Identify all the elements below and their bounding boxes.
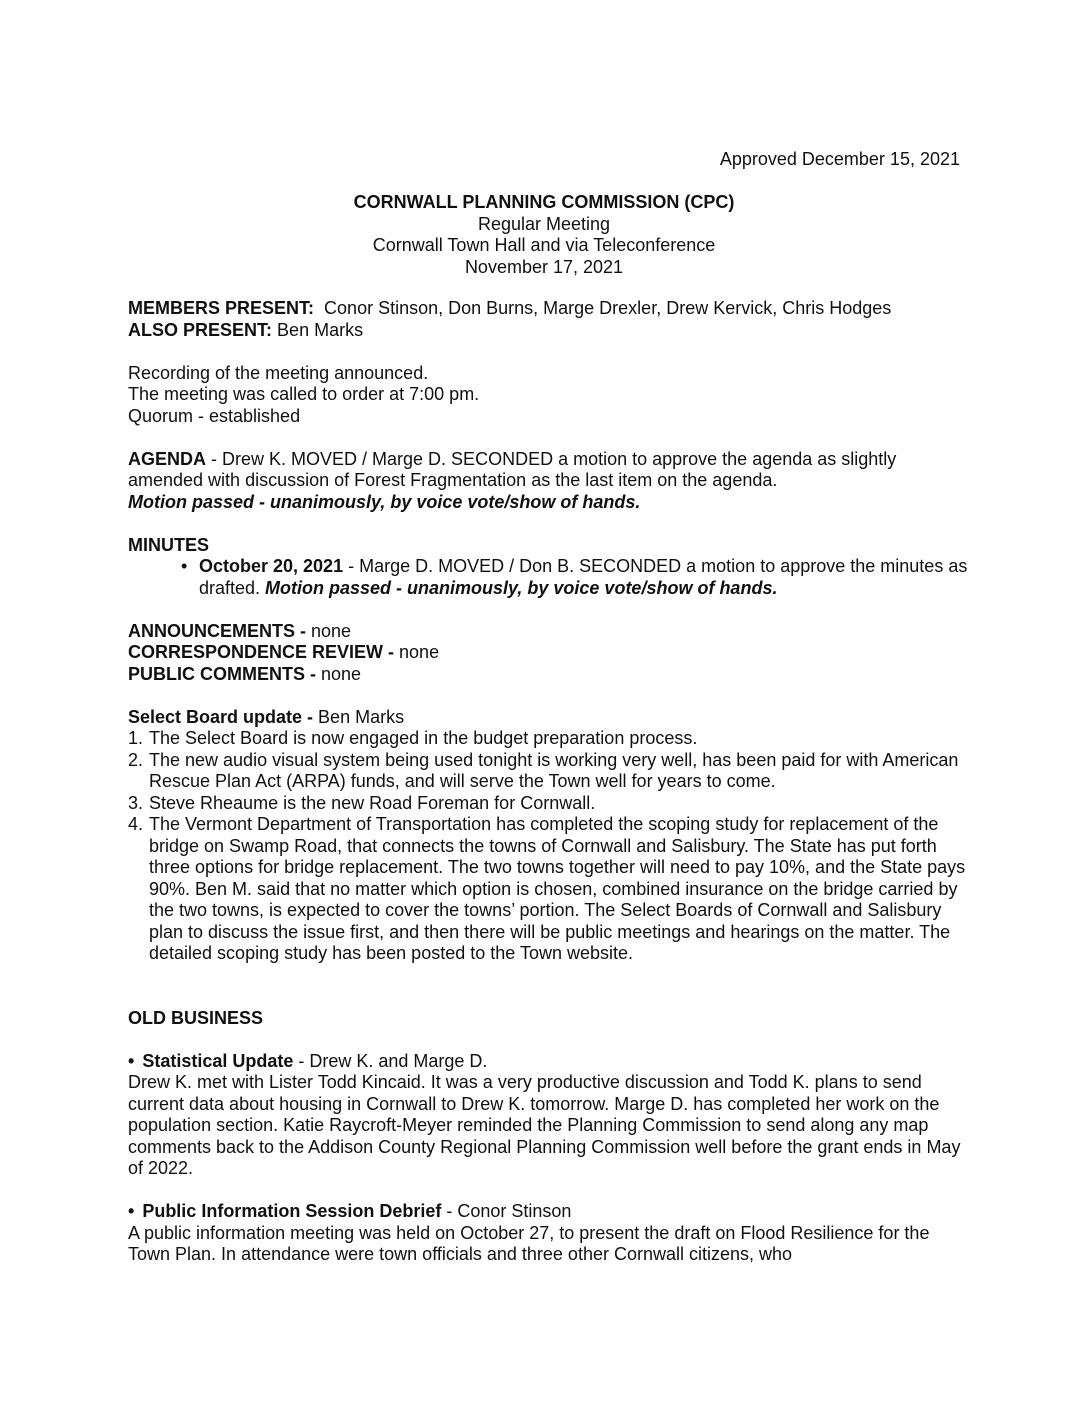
document-header bbox=[0, 192, 1088, 278]
select-board-speaker: Ben Marks bbox=[318, 706, 405, 727]
statistical-update-text: Drew K. met with Lister Todd Kincaid. It was a very productive discussion and Todd K. plans to send current data about housing in Cornwall to Drew K. tomorrow. Marge D. has completed her work on the population section. Katie Raycroft-Meyer reminded the Planning Commission to send along any map comments back to the Addison County Regional Planning Commission well before the grant ends in May of 2022. bbox=[128, 1072, 961, 1178]
reports-section bbox=[128, 621, 968, 686]
bullet-marker: • bbox=[128, 1201, 135, 1221]
public-comments-value: none bbox=[321, 663, 362, 684]
public-info-session-title: Public Information Session Debrief bbox=[142, 1201, 442, 1221]
minutes-section bbox=[128, 535, 968, 600]
members-present bbox=[128, 298, 968, 320]
correspondence bbox=[128, 642, 968, 664]
meeting-type: Regular Meeting bbox=[477, 213, 611, 234]
minutes-label: MINUTES bbox=[128, 534, 209, 555]
opening-line: Quorum - established bbox=[128, 405, 301, 426]
item-number: 4. bbox=[128, 814, 144, 834]
members-present-value: Conor Stinson, Don Burns, Marge Drexler, Drew Kervick, Chris Hodges bbox=[324, 298, 892, 318]
opening-notes bbox=[128, 363, 968, 428]
minutes-item-date: October 20, 2021 bbox=[199, 556, 344, 576]
document-title: CORNWALL PLANNING COMMISSION (CPC) bbox=[353, 192, 735, 212]
statistical-update-heading bbox=[128, 1051, 968, 1073]
agenda-text: - Drew K. MOVED / Marge D. SECONDED a motion to approve the agenda as slightly amended with discussion of Forest Fragmentation as the last item on the agenda. bbox=[128, 448, 897, 490]
old-business-label: OLD BUSINESS bbox=[128, 1007, 264, 1028]
minutes-item-result: Motion passed - unanimously, by voice vote/show of hands. bbox=[265, 577, 778, 598]
also-present-label: ALSO PRESENT: bbox=[128, 319, 273, 340]
agenda-label: AGENDA bbox=[128, 448, 207, 469]
item-text: The Vermont Department of Transportation has completed the scoping study for replacement of the bridge on Swamp Road, that connects the towns of Cornwall and Salisbury. The State has put forth three options for bridge replacement. The two towns together will need to pay 10%, and the State pays 90%. Ben M. said that no matter which option is chosen, combined insurance on the bridge carried by the two towns, is expected to cover the towns’ portion. The Select Boards of Cornwall and Salisbury plan to discuss the issue first, and then there will be public meetings and hearings on the matter. The detailed scoping study has been posted to the Town website. bbox=[149, 814, 966, 963]
also-present bbox=[128, 320, 968, 342]
meeting-location: Cornwall Town Hall and via Teleconference bbox=[372, 235, 716, 255]
agenda-result: Motion passed - unanimously, by voice vote/show of hands. bbox=[128, 491, 641, 512]
old-business-section bbox=[128, 1008, 968, 1266]
members-present-label: MEMBERS PRESENT: bbox=[128, 298, 315, 318]
agenda-paragraph bbox=[128, 449, 968, 492]
bullet-marker: • bbox=[181, 556, 188, 576]
meeting-date: November 17, 2021 bbox=[464, 256, 624, 277]
document-body bbox=[128, 298, 968, 1266]
item-text: Steve Rheaume is the new Road Foreman for Cornwall. bbox=[149, 792, 596, 813]
correspondence-label: CORRESPONDENCE REVIEW - bbox=[128, 642, 400, 662]
item-number: 2. bbox=[128, 749, 144, 770]
statistical-update bbox=[128, 1051, 968, 1180]
agenda-section bbox=[128, 449, 968, 514]
item-number: 1. bbox=[128, 728, 144, 748]
opening-line: The meeting was called to order at 7:00 pm. bbox=[128, 384, 480, 404]
announcements bbox=[128, 621, 968, 643]
item-text: The new audio visual system being used tonight is working very well, has been paid for with American Rescue Plan Act (ARPA) funds, and will serve the Town well for years to come. bbox=[149, 749, 959, 791]
announcements-label: ANNOUNCEMENTS - bbox=[128, 620, 311, 641]
approval-note: Approved December 15, 2021 bbox=[719, 149, 960, 169]
public-comments-label: PUBLIC COMMENTS - bbox=[128, 663, 321, 684]
select-board-list bbox=[128, 728, 968, 965]
public-info-session-by: - Conor Stinson bbox=[441, 1201, 572, 1221]
opening-line: Recording of the meeting announced. bbox=[128, 362, 429, 383]
item-number: 3. bbox=[128, 792, 144, 813]
announcements-value: none bbox=[311, 620, 352, 641]
public-comments bbox=[128, 664, 968, 686]
select-board-label: Select Board update - bbox=[128, 706, 319, 727]
statistical-update-by: - Drew K. and Marge D. bbox=[293, 1050, 488, 1071]
public-info-session bbox=[128, 1201, 968, 1266]
list-item bbox=[128, 556, 968, 599]
minutes-item-text: - Marge D. MOVED / Don B. SECONDED a motion to approve the minutes as drafted. bbox=[199, 556, 968, 598]
bullet-marker: • bbox=[128, 1050, 135, 1071]
list-item bbox=[128, 793, 968, 815]
list-item bbox=[128, 750, 968, 793]
correspondence-value: none bbox=[399, 642, 440, 662]
item-text: The Select Board is now engaged in the budget preparation process. bbox=[149, 728, 698, 748]
public-info-session-text: A public information meeting was held on October 27, to present the draft on Flood Resilience for the Town Plan. In attendance were town officials and three other Cornwall citizens, who bbox=[128, 1222, 930, 1264]
statistical-update-title: Statistical Update bbox=[142, 1050, 294, 1071]
public-info-session-heading bbox=[128, 1201, 968, 1223]
also-present-value: Ben Marks bbox=[277, 319, 364, 340]
minutes-list bbox=[128, 556, 968, 599]
select-board-section bbox=[128, 707, 968, 965]
list-item bbox=[128, 728, 968, 750]
select-board-heading bbox=[128, 707, 968, 729]
list-item bbox=[128, 814, 968, 965]
